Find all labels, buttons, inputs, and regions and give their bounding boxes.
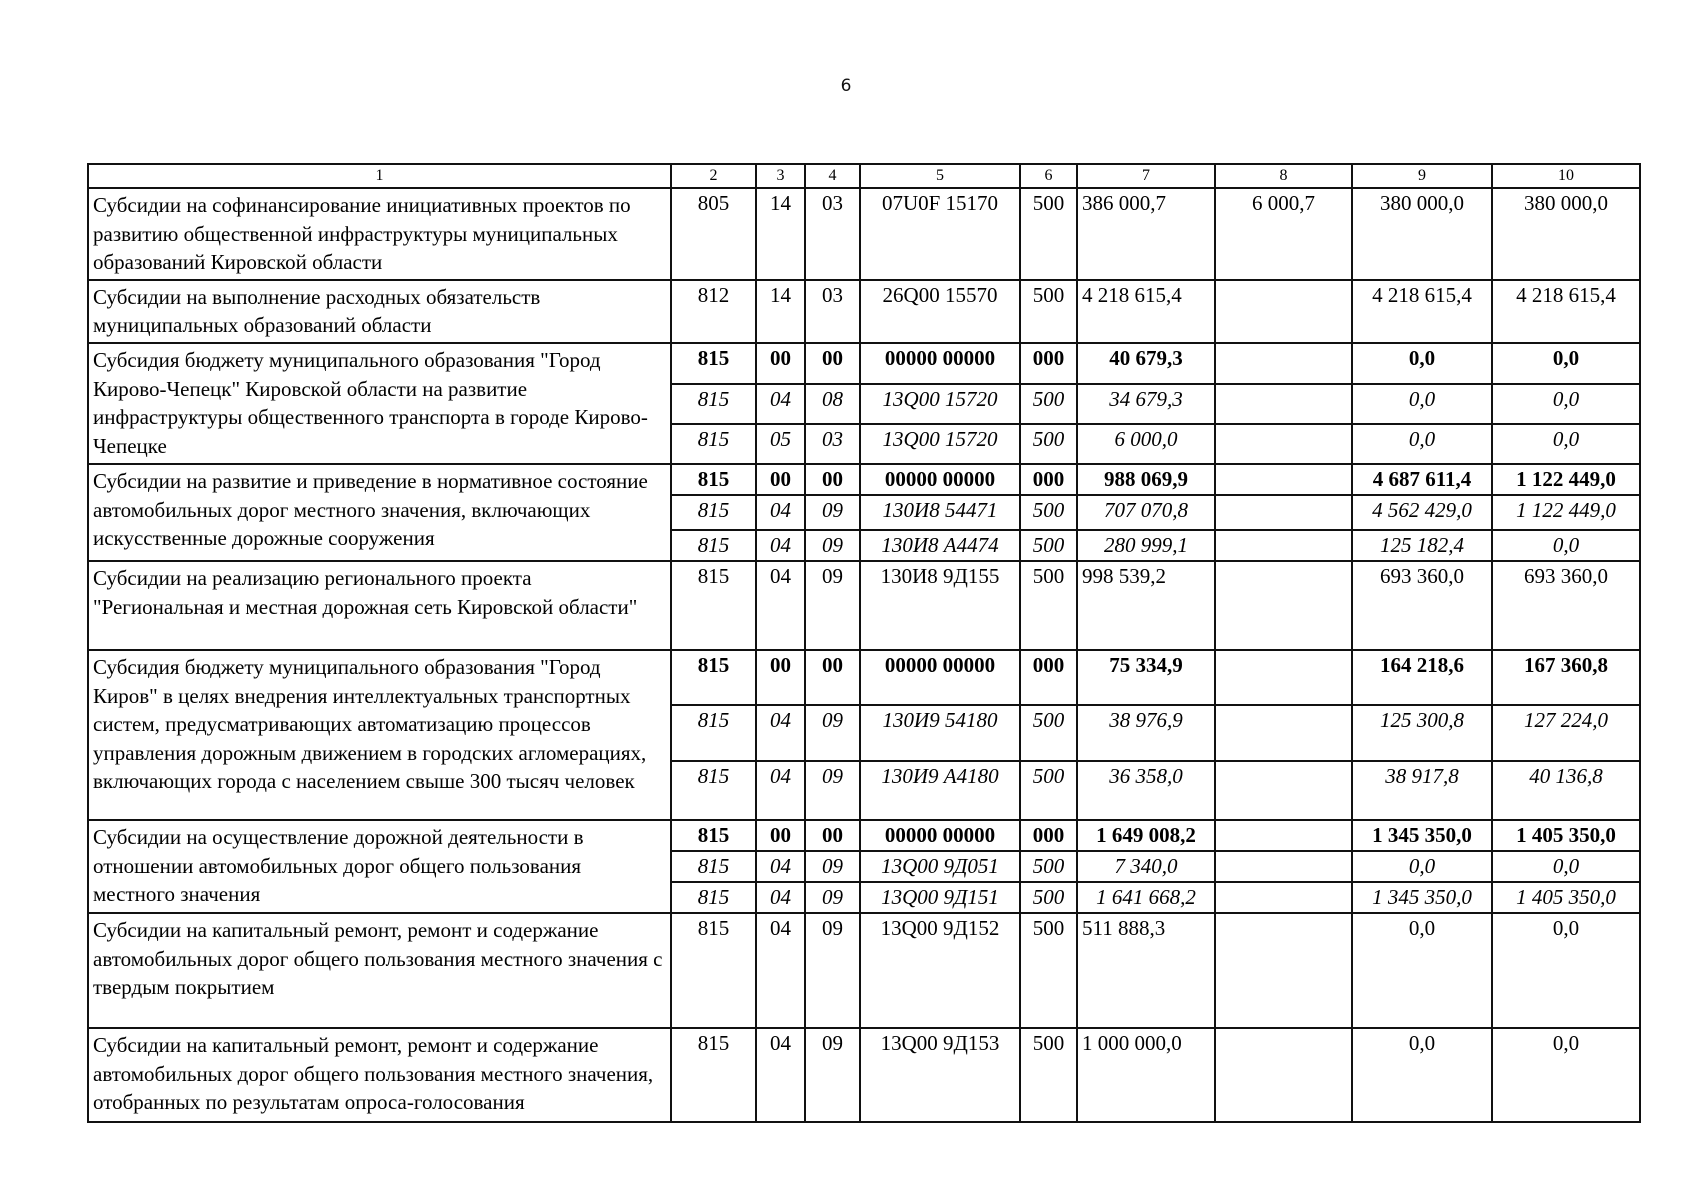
cell-expense-type: 500 xyxy=(1020,851,1077,882)
cell-amount-10: 127 224,0 xyxy=(1492,705,1640,761)
cell-amount-7: 40 679,3 xyxy=(1077,343,1215,384)
cell-amount-7: 988 069,9 xyxy=(1077,464,1215,495)
cell-subsection-code: 09 xyxy=(805,761,860,820)
cell-amount-9: 1 345 350,0 xyxy=(1352,882,1492,913)
cell-expense-type: 500 xyxy=(1020,188,1077,280)
cell-amount-9: 125 300,8 xyxy=(1352,705,1492,761)
cell-amount-10: 0,0 xyxy=(1492,343,1640,384)
cell-ministry-code: 815 xyxy=(671,705,756,761)
cell-amount-8 xyxy=(1215,882,1352,913)
column-header: 4 xyxy=(805,164,860,188)
cell-section-code: 00 xyxy=(756,343,805,384)
cell-ministry-code: 815 xyxy=(671,851,756,882)
page-number: 6 xyxy=(840,76,852,96)
cell-section-code: 04 xyxy=(756,384,805,424)
cell-subsection-code: 00 xyxy=(805,343,860,384)
cell-subsection-code: 03 xyxy=(805,188,860,280)
row-description: Субсидии на капитальный ремонт, ремонт и содержание автомобильных дорог общего пользования местного значения с твердым покрытием xyxy=(88,913,671,1028)
cell-subsection-code: 09 xyxy=(805,913,860,1028)
column-header: 7 xyxy=(1077,164,1215,188)
cell-amount-10: 0,0 xyxy=(1492,913,1640,1028)
cell-amount-9: 38 917,8 xyxy=(1352,761,1492,820)
cell-section-code: 04 xyxy=(756,1028,805,1122)
cell-amount-7: 998 539,2 xyxy=(1077,561,1215,650)
cell-target-article: 13Q00 9Д153 xyxy=(860,1028,1020,1122)
column-header: 8 xyxy=(1215,164,1352,188)
column-header: 9 xyxy=(1352,164,1492,188)
table-row xyxy=(88,1028,1640,1122)
cell-subsection-code: 00 xyxy=(805,650,860,705)
cell-amount-10: 380 000,0 xyxy=(1492,188,1640,280)
cell-ministry-code: 815 xyxy=(671,913,756,1028)
cell-target-article: 130И8 54471 xyxy=(860,495,1020,530)
cell-amount-8 xyxy=(1215,561,1352,650)
cell-ministry-code: 815 xyxy=(671,343,756,384)
cell-target-article: 00000 00000 xyxy=(860,820,1020,851)
cell-section-code: 00 xyxy=(756,650,805,705)
cell-target-article: 130И9 А4180 xyxy=(860,761,1020,820)
column-header-row xyxy=(88,164,1640,188)
cell-ministry-code: 815 xyxy=(671,384,756,424)
cell-amount-9: 0,0 xyxy=(1352,1028,1492,1122)
cell-target-article: 13Q00 15720 xyxy=(860,384,1020,424)
cell-target-article: 26Q00 15570 xyxy=(860,280,1020,343)
cell-target-article: 13Q00 9Д152 xyxy=(860,913,1020,1028)
cell-subsection-code: 09 xyxy=(805,1028,860,1122)
cell-expense-type: 000 xyxy=(1020,820,1077,851)
cell-ministry-code: 815 xyxy=(671,424,756,464)
cell-section-code: 04 xyxy=(756,530,805,561)
cell-amount-9: 380 000,0 xyxy=(1352,188,1492,280)
cell-amount-8 xyxy=(1215,650,1352,705)
cell-subsection-code: 09 xyxy=(805,561,860,650)
cell-target-article: 13Q00 9Д151 xyxy=(860,882,1020,913)
cell-target-article: 130И8 А4474 xyxy=(860,530,1020,561)
cell-amount-8 xyxy=(1215,464,1352,495)
cell-amount-10: 0,0 xyxy=(1492,384,1640,424)
cell-expense-type: 500 xyxy=(1020,424,1077,464)
cell-target-article: 13Q00 9Д051 xyxy=(860,851,1020,882)
cell-expense-type: 500 xyxy=(1020,561,1077,650)
cell-expense-type: 000 xyxy=(1020,650,1077,705)
cell-subsection-code: 00 xyxy=(805,464,860,495)
cell-amount-8 xyxy=(1215,820,1352,851)
cell-amount-9: 4 687 611,4 xyxy=(1352,464,1492,495)
cell-amount-10: 0,0 xyxy=(1492,1028,1640,1122)
cell-amount-7: 7 340,0 xyxy=(1077,851,1215,882)
cell-subsection-code: 08 xyxy=(805,384,860,424)
cell-amount-10: 0,0 xyxy=(1492,424,1640,464)
cell-section-code: 04 xyxy=(756,851,805,882)
cell-target-article: 130И8 9Д155 xyxy=(860,561,1020,650)
cell-ministry-code: 815 xyxy=(671,495,756,530)
cell-expense-type: 000 xyxy=(1020,343,1077,384)
cell-amount-8 xyxy=(1215,1028,1352,1122)
cell-amount-9: 0,0 xyxy=(1352,851,1492,882)
cell-amount-10: 167 360,8 xyxy=(1492,650,1640,705)
cell-target-article: 07U0F 15170 xyxy=(860,188,1020,280)
cell-target-article: 13Q00 15720 xyxy=(860,424,1020,464)
cell-target-article: 130И9 54180 xyxy=(860,705,1020,761)
row-description: Субсидии на софинансирование инициативных проектов по развитию общественной инфраструктуры муниципальных образований Кировской области xyxy=(88,188,671,280)
cell-amount-8 xyxy=(1215,913,1352,1028)
cell-amount-9: 125 182,4 xyxy=(1352,530,1492,561)
cell-subsection-code: 09 xyxy=(805,495,860,530)
cell-amount-7: 38 976,9 xyxy=(1077,705,1215,761)
cell-amount-7: 707 070,8 xyxy=(1077,495,1215,530)
cell-expense-type: 500 xyxy=(1020,280,1077,343)
cell-ministry-code: 812 xyxy=(671,280,756,343)
cell-amount-7: 6 000,0 xyxy=(1077,424,1215,464)
cell-section-code: 04 xyxy=(756,495,805,530)
column-header: 5 xyxy=(860,164,1020,188)
cell-subsection-code: 03 xyxy=(805,280,860,343)
row-description: Субсидия бюджету муниципального образования "Город Кирово-Чепецк" Кировской области на развитие инфраструктуры общественного транспорта в городе Кирово-Чепецке xyxy=(88,343,671,464)
cell-section-code: 04 xyxy=(756,761,805,820)
cell-ministry-code: 815 xyxy=(671,1028,756,1122)
table-row xyxy=(88,913,1640,1028)
cell-amount-7: 4 218 615,4 xyxy=(1077,280,1215,343)
cell-amount-9: 1 345 350,0 xyxy=(1352,820,1492,851)
cell-amount-10: 693 360,0 xyxy=(1492,561,1640,650)
row-description: Субсидии на реализацию регионального проекта "Региональная и местная дорожная сеть Кировской области" xyxy=(88,561,671,650)
cell-target-article: 00000 00000 xyxy=(860,464,1020,495)
cell-section-code: 14 xyxy=(756,280,805,343)
budget-table xyxy=(87,163,1641,1123)
cell-amount-9: 693 360,0 xyxy=(1352,561,1492,650)
cell-section-code: 04 xyxy=(756,913,805,1028)
column-header: 1 xyxy=(88,164,671,188)
row-description: Субсидии на осуществление дорожной деятельности в отношении автомобильных дорог общего пользования местного значения xyxy=(88,820,671,913)
cell-amount-10: 0,0 xyxy=(1492,851,1640,882)
cell-amount-10: 0,0 xyxy=(1492,530,1640,561)
cell-amount-9: 0,0 xyxy=(1352,913,1492,1028)
cell-amount-7: 34 679,3 xyxy=(1077,384,1215,424)
cell-ministry-code: 815 xyxy=(671,650,756,705)
cell-subsection-code: 09 xyxy=(805,705,860,761)
table-row xyxy=(88,343,1640,384)
cell-target-article: 00000 00000 xyxy=(860,650,1020,705)
column-header: 2 xyxy=(671,164,756,188)
cell-ministry-code: 815 xyxy=(671,820,756,851)
cell-amount-8 xyxy=(1215,530,1352,561)
cell-amount-9: 0,0 xyxy=(1352,384,1492,424)
cell-subsection-code: 03 xyxy=(805,424,860,464)
cell-subsection-code: 09 xyxy=(805,851,860,882)
cell-amount-10: 40 136,8 xyxy=(1492,761,1640,820)
table-row xyxy=(88,650,1640,705)
cell-expense-type: 500 xyxy=(1020,530,1077,561)
cell-amount-8 xyxy=(1215,343,1352,384)
cell-amount-8 xyxy=(1215,851,1352,882)
cell-ministry-code: 815 xyxy=(671,464,756,495)
cell-amount-8: 6 000,7 xyxy=(1215,188,1352,280)
cell-amount-9: 4 562 429,0 xyxy=(1352,495,1492,530)
cell-amount-7: 1 000 000,0 xyxy=(1077,1028,1215,1122)
cell-subsection-code: 09 xyxy=(805,882,860,913)
cell-amount-9: 0,0 xyxy=(1352,424,1492,464)
cell-section-code: 14 xyxy=(756,188,805,280)
cell-amount-9: 0,0 xyxy=(1352,343,1492,384)
cell-ministry-code: 815 xyxy=(671,561,756,650)
cell-expense-type: 500 xyxy=(1020,495,1077,530)
cell-subsection-code: 09 xyxy=(805,530,860,561)
cell-ministry-code: 815 xyxy=(671,530,756,561)
cell-amount-8 xyxy=(1215,705,1352,761)
cell-amount-7: 1 641 668,2 xyxy=(1077,882,1215,913)
table-row xyxy=(88,820,1640,851)
cell-target-article: 00000 00000 xyxy=(860,343,1020,384)
cell-expense-type: 500 xyxy=(1020,913,1077,1028)
cell-amount-10: 1 122 449,0 xyxy=(1492,495,1640,530)
row-description: Субсидии на развитие и приведение в нормативное состояние автомобильных дорог местного значения, включающих искусственные дорожные сооружения xyxy=(88,464,671,561)
cell-amount-7: 511 888,3 xyxy=(1077,913,1215,1028)
cell-amount-8 xyxy=(1215,495,1352,530)
cell-amount-8 xyxy=(1215,280,1352,343)
cell-section-code: 04 xyxy=(756,561,805,650)
row-description: Субсидия бюджету муниципального образования "Город Киров" в целях внедрения интеллектуальных транспортных систем, предусматривающих автоматизацию процессов управления дорожным движением в городских агломерациях, включающих города с населением свыше 300 тысяч человек xyxy=(88,650,671,820)
cell-ministry-code: 805 xyxy=(671,188,756,280)
cell-amount-10: 4 218 615,4 xyxy=(1492,280,1640,343)
cell-amount-7: 386 000,7 xyxy=(1077,188,1215,280)
cell-amount-7: 1 649 008,2 xyxy=(1077,820,1215,851)
cell-amount-9: 164 218,6 xyxy=(1352,650,1492,705)
row-description: Субсидии на капитальный ремонт, ремонт и содержание автомобильных дорог общего пользования местного значения, отобранных по результатам опроса-голосования xyxy=(88,1028,671,1122)
cell-expense-type: 500 xyxy=(1020,705,1077,761)
cell-amount-10: 1 122 449,0 xyxy=(1492,464,1640,495)
column-header: 10 xyxy=(1492,164,1640,188)
cell-expense-type: 500 xyxy=(1020,384,1077,424)
column-header: 6 xyxy=(1020,164,1077,188)
cell-expense-type: 500 xyxy=(1020,1028,1077,1122)
cell-section-code: 00 xyxy=(756,820,805,851)
cell-ministry-code: 815 xyxy=(671,761,756,820)
table-row xyxy=(88,280,1640,343)
cell-ministry-code: 815 xyxy=(671,882,756,913)
cell-section-code: 00 xyxy=(756,464,805,495)
cell-amount-9: 4 218 615,4 xyxy=(1352,280,1492,343)
cell-section-code: 04 xyxy=(756,882,805,913)
table-row xyxy=(88,188,1640,280)
cell-subsection-code: 00 xyxy=(805,820,860,851)
cell-amount-8 xyxy=(1215,424,1352,464)
cell-expense-type: 000 xyxy=(1020,464,1077,495)
column-header: 3 xyxy=(756,164,805,188)
cell-amount-8 xyxy=(1215,761,1352,820)
table-row xyxy=(88,561,1640,650)
cell-amount-7: 280 999,1 xyxy=(1077,530,1215,561)
cell-amount-10: 1 405 350,0 xyxy=(1492,882,1640,913)
cell-amount-7: 36 358,0 xyxy=(1077,761,1215,820)
cell-section-code: 05 xyxy=(756,424,805,464)
cell-amount-8 xyxy=(1215,384,1352,424)
table-row xyxy=(88,464,1640,495)
cell-expense-type: 500 xyxy=(1020,761,1077,820)
cell-expense-type: 500 xyxy=(1020,882,1077,913)
cell-amount-7: 75 334,9 xyxy=(1077,650,1215,705)
cell-section-code: 04 xyxy=(756,705,805,761)
cell-amount-10: 1 405 350,0 xyxy=(1492,820,1640,851)
row-description: Субсидии на выполнение расходных обязательств муниципальных образований области xyxy=(88,280,671,343)
